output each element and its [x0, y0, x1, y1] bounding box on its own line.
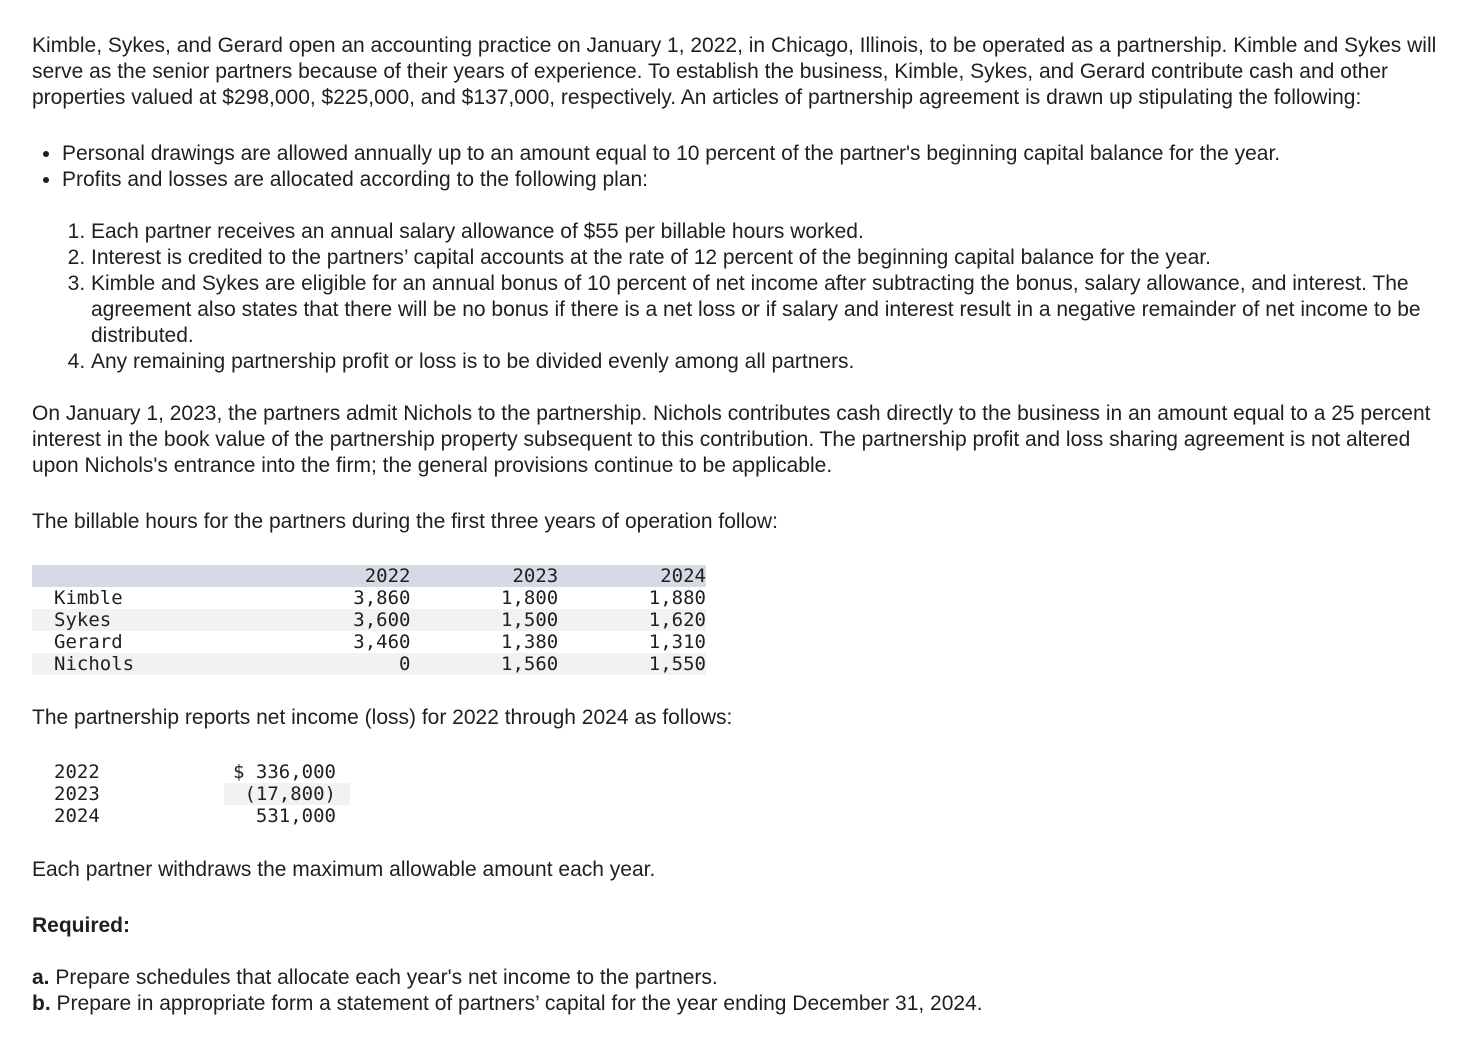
- table-row: [32, 805, 350, 827]
- withdraw-text: Each partner withdraws the maximum allowable amount each year.: [32, 858, 656, 881]
- hours-cell: 1,310: [648, 631, 706, 653]
- required-heading: Required:: [32, 914, 131, 937]
- hours-lead-text: The billable hours for the partners during the first three years of operation follow:: [32, 510, 778, 533]
- problem-page: [32, 33, 1447, 1017]
- partner-name: Sykes: [54, 609, 112, 631]
- plan-item-interest: 2. Interest is credited to the partners’ capital accounts at the rate of 12 percent of the beginning capital balance for the year.: [91, 245, 1447, 271]
- table-row: [32, 609, 706, 631]
- income-lead-text: The partnership reports net income (loss) for 2022 through 2024 as follows:: [32, 706, 733, 729]
- requirement-text: Prepare in appropriate form a statement of partners’ capital for the year ending December 31, 2024.: [56, 992, 983, 1015]
- bullet-profit-plan: • Profits and losses are allocated according to the following plan:: [62, 167, 1447, 193]
- hours-cell: 3,600: [353, 609, 411, 631]
- hours-header-blank: [32, 565, 344, 587]
- income-amount: 531,000: [255, 805, 336, 827]
- plan-item-remainder: 4. Any remaining partnership profit or loss is to be divided evenly among all partners.: [91, 349, 1447, 375]
- intro-paragraph: Kimble, Sykes, and Gerard open an accounting practice on January 1, 2022, in Chicago, Illinois, to be operated as a partnership. Kimble and Sykes will serve as the senior partners because of their years of experience. To establish the business, Kimble, Sykes, and Gerard contribute cash and other properties valued at $298,000, $225,000, and $137,000, respectively. An articles of partnership agreement is drawn up stipulating the following:: [32, 34, 1437, 109]
- table-row: [32, 783, 350, 805]
- hours-cell: 1,620: [648, 609, 706, 631]
- hours-header-2023: 2023: [512, 565, 559, 587]
- partner-name: Kimble: [54, 587, 123, 609]
- partner-name: Nichols: [54, 653, 135, 675]
- income-amount: (17,800): [224, 783, 350, 805]
- plan-item-salary: 1. Each partner receives an annual salary allowance of $55 per billable hours worked.: [91, 219, 1447, 245]
- hours-cell: 1,500: [501, 609, 559, 631]
- requirement-a: [32, 965, 1447, 991]
- hours-cell: 1,380: [501, 631, 559, 653]
- requirement-text: Prepare schedules that allocate each year's net income to the partners.: [55, 966, 718, 989]
- hours-cell: 3,860: [353, 587, 411, 609]
- table-row: [32, 631, 706, 653]
- agreement-bullets: [32, 141, 1447, 193]
- partner-name: Gerard: [54, 631, 123, 653]
- hours-cell: 3,460: [353, 631, 411, 653]
- requirement-label: b.: [32, 992, 51, 1015]
- income-year: 2024: [54, 805, 100, 827]
- hours-cell: 1,800: [501, 587, 559, 609]
- requirement-b: [32, 991, 1447, 1017]
- profit-plan-list: [32, 219, 1447, 375]
- hours-header-2022: 2022: [364, 565, 411, 587]
- hours-cell: 1,550: [648, 653, 706, 675]
- hours-cell: 0: [399, 653, 411, 675]
- table-row: [32, 761, 350, 783]
- net-income-table: [32, 761, 350, 827]
- income-year: 2023: [54, 783, 100, 805]
- hours-header-2024: 2024: [660, 565, 706, 587]
- bullet-drawings: • Personal drawings are allowed annually up to an amount equal to 10 percent of the partner's beginning capital balance for the year.: [62, 141, 1447, 167]
- income-amount: $ 336,000: [233, 761, 336, 783]
- admission-paragraph: On January 1, 2023, the partners admit Nichols to the partnership. Nichols contributes cash directly to the business in an amount equal to a 25 percent interest in the book value of the partnership property subsequent to this contribution. The partnership profit and loss sharing agreement is not altered upon Nichols's entrance into the firm; the general provisions continue to be applicable.: [32, 402, 1431, 477]
- requirement-label: a.: [32, 966, 50, 989]
- plan-item-bonus: 3. Kimble and Sykes are eligible for an annual bonus of 10 percent of net income after subtracting the bonus, salary allowance, and interest. The agreement also states that there will be no bonus if there is a net loss or if salary and interest result in a negative remainder of net income to be distributed.: [91, 271, 1447, 349]
- hours-header-row: [32, 565, 706, 587]
- table-row: [32, 653, 706, 675]
- hours-cell: 1,880: [648, 587, 706, 609]
- hours-cell: 1,560: [501, 653, 559, 675]
- billable-hours-table: [32, 565, 706, 675]
- income-year: 2022: [54, 761, 100, 783]
- table-row: [32, 587, 706, 609]
